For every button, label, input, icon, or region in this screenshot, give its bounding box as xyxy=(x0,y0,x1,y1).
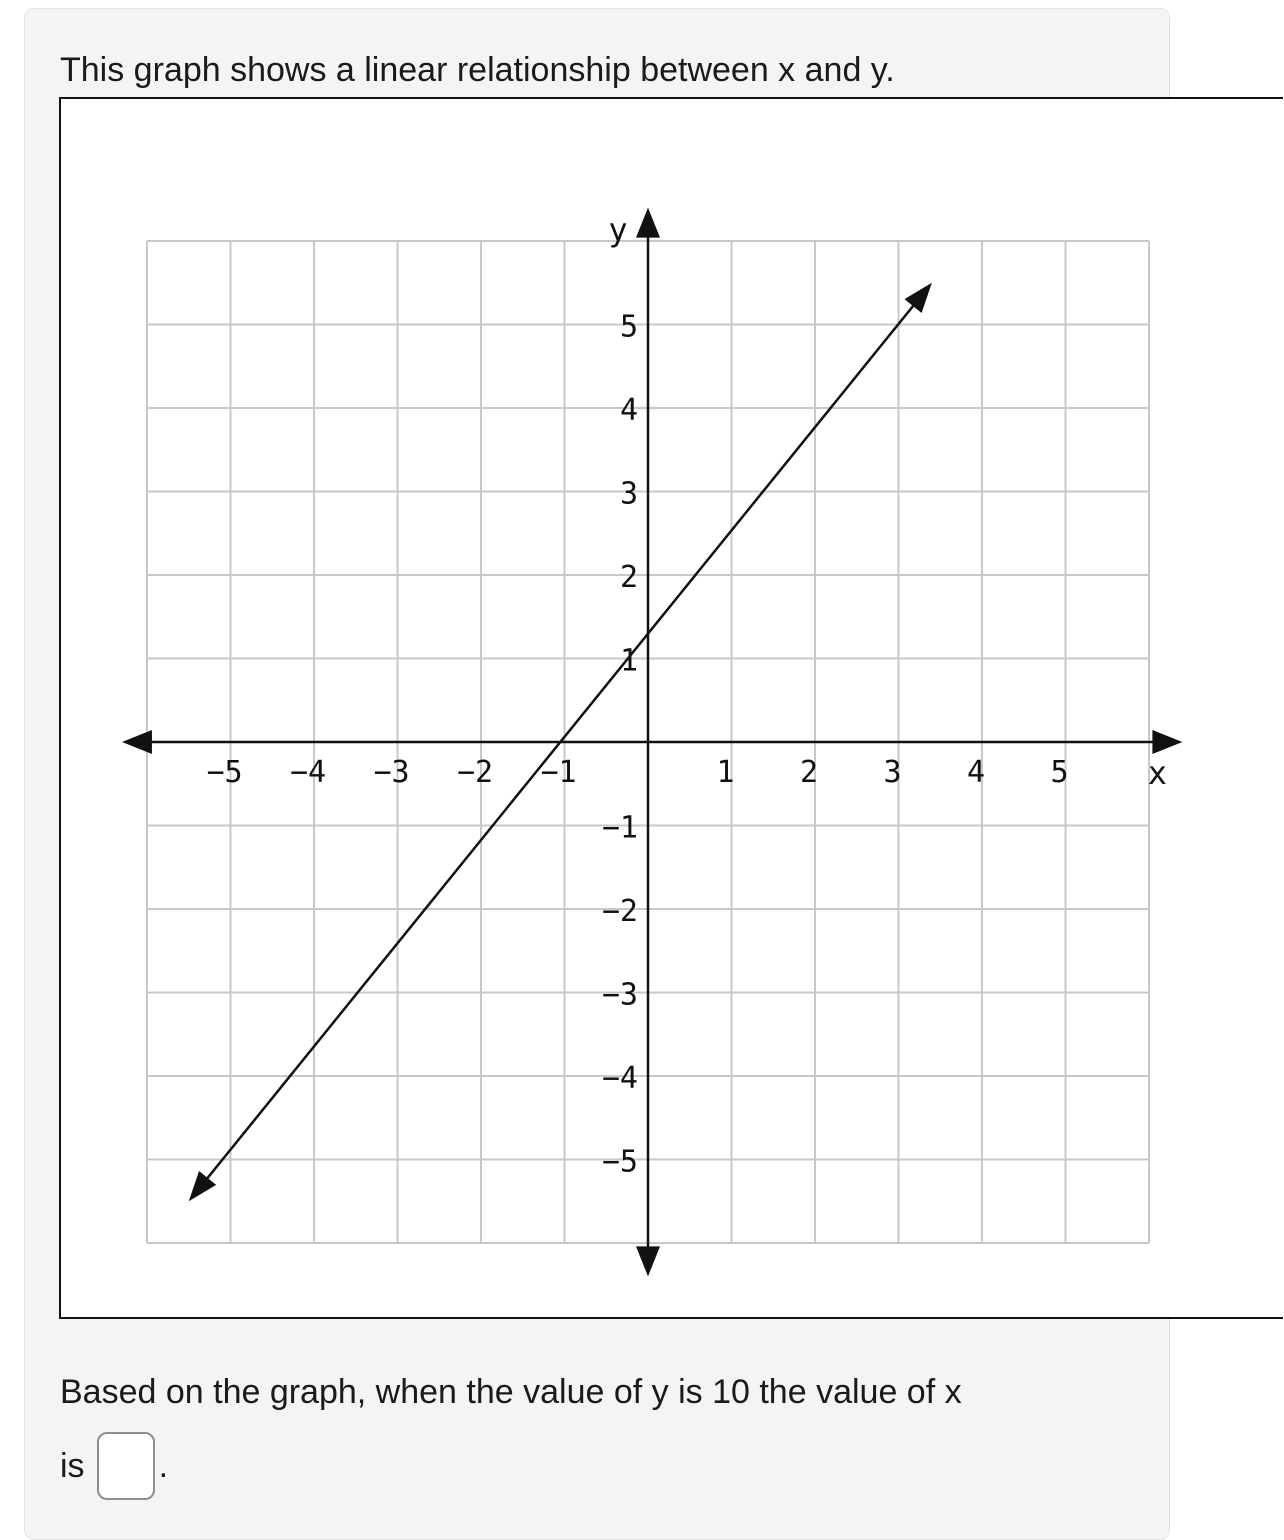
y-tick-label: 4 xyxy=(619,393,638,428)
x-tick-label: −3 xyxy=(373,755,410,790)
answer-input[interactable] xyxy=(97,1432,155,1500)
graph-frame xyxy=(59,97,1283,1319)
y-tick-label: −2 xyxy=(601,894,638,929)
y-tick-label: −5 xyxy=(601,1144,638,1180)
y-axis-up-arrow xyxy=(636,208,660,238)
x-tick-label: 3 xyxy=(883,755,902,790)
question-text: This graph shows a linear relationship between x and y. xyxy=(60,51,895,89)
function-line-arrow-start xyxy=(189,1171,216,1201)
x-tick-label: −4 xyxy=(289,755,327,790)
y-tick-label: 1 xyxy=(619,643,638,679)
y-tick-label: −3 xyxy=(601,977,638,1013)
y-tick-label: −1 xyxy=(601,810,638,846)
prompt-period: . xyxy=(158,1447,169,1485)
y-tick-label: 3 xyxy=(619,476,638,512)
x-axis-left-arrow xyxy=(122,730,152,754)
y-tick-label: 5 xyxy=(619,309,638,345)
x-tick-label: −1 xyxy=(540,755,577,790)
x-axis-right-arrow xyxy=(1152,730,1182,754)
x-tick-label: 1 xyxy=(716,755,735,790)
function-line-arrow-end xyxy=(904,283,931,313)
answer-row xyxy=(60,1432,168,1500)
y-tick-label: −4 xyxy=(601,1061,638,1096)
x-tick-label: 2 xyxy=(799,755,819,790)
x-axis-label: x xyxy=(1147,754,1167,792)
prompt-is-label: is xyxy=(60,1447,85,1485)
coordinate-graph xyxy=(61,99,1283,1317)
x-tick-label: −2 xyxy=(456,755,494,790)
tick-labels xyxy=(206,211,1167,1180)
prompt-text: Based on the graph, when the value of y is 10 the value of x xyxy=(60,1373,962,1411)
x-tick-label: 5 xyxy=(1050,755,1069,790)
x-tick-label: 4 xyxy=(966,755,986,790)
y-tick-label: 2 xyxy=(619,560,638,595)
axes xyxy=(122,208,1182,1277)
y-axis-down-arrow xyxy=(636,1246,660,1276)
y-axis-label: y xyxy=(608,211,628,249)
x-tick-label: −5 xyxy=(206,755,243,790)
